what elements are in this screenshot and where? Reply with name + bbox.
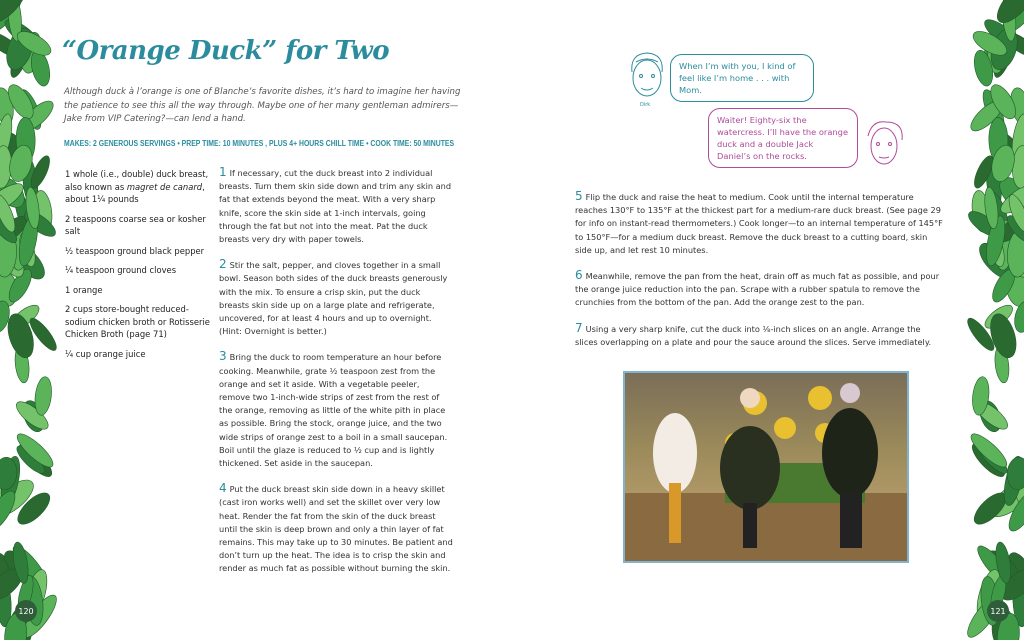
- step: 5 Flip the duck and raise the heat to medium. Cook until the internal temperature reaches 130°F to 135°F at the thickest part for a medium-rare duck breast. (See page 29 for info on instant-read thermometers.) Cook longer—to an internal temperature of 145°F to 150°F—for a medium duck breast. Remove the duck breast to a cutting board, skin side up, and let rest 10 minutes.: [575, 189, 943, 255]
- recipe-title: “Orange Duck” for Two: [62, 36, 390, 66]
- step: 7 Using a very sharp knife, cut the duck into ⅛-inch slices on an angle. Arrange the slices overlapping on a plate and pour the sauce around the slices. Serve immediately.: [575, 320, 932, 347]
- speech-bubble-dorothy: When I’m with you, I kind of feel like I’m home . . . with Mom.: [670, 54, 814, 102]
- dorothy-sketch-icon: [626, 50, 668, 102]
- stage-scene: [625, 373, 907, 561]
- blanche-sketch-icon: [862, 118, 908, 170]
- leaf: [33, 376, 53, 416]
- step: 2 Stir the salt, pepper, and cloves together in a small bowl. Season both sides of the duck breasts generously with the mix. To ensure a crisp skin, put the duck breasts skin side up on a large plate and refrigerate, uncovered, for at least 4 hours and up to overnight. (Hint: Overnight is better.): [219, 257, 448, 337]
- step: 6 Meanwhile, remove the pan from the heat, drain off as much fat as possible, and pour the orange juice reduction into the pan. Scrape with a rubber spatula to remove the crunchies from the bottom of the pan. Add the orange zest to the pan.: [575, 268, 940, 308]
- step: 1 If necessary, cut the duck breast into 2 individual breasts. Turn them skin side down and trim any skin and fat that extends beyond the meat. With a very sharp knife, score the skin side at 1-inch intervals, going through the fat but not into the meat. Pat the duck breasts very dry with paper towels.: [219, 165, 452, 245]
- ingredient: 2 teaspoons coarse sea or kosher salt: [65, 213, 206, 236]
- speech-bubble-blanche: Waiter! Eighty-six the watercress. I’ll have the orange duck and a double Jack Daniel’s on the rocks.: [708, 108, 858, 168]
- show-photo: [623, 371, 909, 563]
- ingredient: 1 whole (i.e., double) duck breast, also known as magret de canard, about 1¼ pounds: [65, 169, 209, 204]
- leaf-border-left: [0, 0, 60, 640]
- steps-right: [575, 190, 945, 361]
- step: 4 Put the duck breast skin side down in a heavy skillet (cast iron works well) and set the skillet over very low heat. Render the fat from the skin of the duck breast until the skin is deep brown and only a thin layer of fat remains. This may take up to 30 minutes. Be patient and don’t turn up the heat. The idea is to crisp the skin and render as much fat as possible without burning the skin.: [219, 481, 453, 574]
- page-number-left: 120: [15, 600, 37, 622]
- step: 3 Bring the duck to room temperature an hour before cooking. Meanwhile, grate ½ teaspoon zest from the orange and set it aside. With a vegetable peeler, remove two 1-inch-wide strips of zest from the rest of the orange, removing as little of the white pith in place as possible. Bring the stock, orange juice, and the two wide strips of orange zest to a boil in a small saucepan. Boil until the glaze is reduced to ½ cup and is lightly thickened. Set aside in the saucepan.: [219, 349, 448, 469]
- ingredient: ¼ teaspoon ground cloves: [65, 265, 177, 275]
- ingredient: ½ teaspoon ground black pepper: [65, 245, 205, 256]
- ingredient: 2 cups store-bought reduced-sodium chicken broth or Rotisserie Chicken Broth (page 71): [65, 304, 210, 339]
- dirk-caption: Dirk: [640, 102, 651, 108]
- recipe-meta: MAKES: 2 GENEROUS SERVINGS • PREP TIME: 10 MINUTES , PLUS 4+ HOURS CHILL TIME • COOK TIME: 50 MINUTES: [64, 138, 455, 148]
- ingredient: ¼ cup orange juice: [65, 348, 146, 359]
- steps-left: [219, 166, 453, 588]
- page-number-right: 121: [987, 600, 1009, 622]
- ingredient-list: [65, 168, 210, 367]
- ingredient: 1 orange: [65, 284, 103, 295]
- recipe-intro: Although duck à l’orange is one of Blanche’s favorite dishes, it’s hard to imagine her having the patience to see this all the way through. Maybe one of her many gentleman admirers—Jake from VIP Catering?—can lend a hand.: [64, 87, 461, 124]
- leaf-border-right: [964, 0, 1024, 640]
